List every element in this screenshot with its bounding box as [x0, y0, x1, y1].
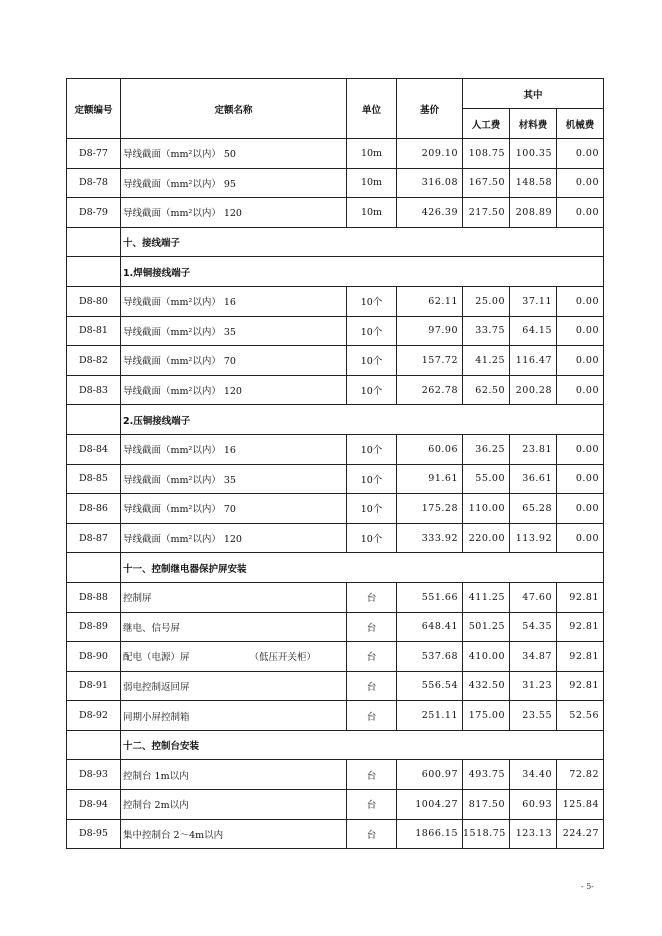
code-cell: D8-88 [67, 582, 121, 612]
material-cell: 23.81 [510, 434, 557, 464]
machine-cell: 92.81 [557, 582, 604, 612]
material-cell: 200.28 [510, 375, 557, 405]
code-cell: D8-79 [67, 198, 121, 228]
labor-cell: 62.50 [463, 375, 510, 405]
machine-cell: 0.00 [557, 346, 604, 376]
material-cell: 23.55 [510, 701, 557, 731]
labor-cell: 175.00 [463, 701, 510, 731]
code-cell: D8-80 [67, 286, 121, 316]
section-code-cell [67, 553, 121, 583]
name-cell [121, 760, 347, 790]
labor-cell: 108.75 [463, 139, 510, 169]
table-row [67, 316, 604, 346]
material-cell: 34.40 [510, 760, 557, 790]
material-cell: 116.47 [510, 346, 557, 376]
name-cell [121, 819, 347, 849]
page-number: - 5- [580, 882, 594, 891]
item-name: 导线截面（mm²以内） 120 [123, 534, 242, 546]
material-cell: 60.93 [510, 790, 557, 820]
item-name: 导线截面（mm²以内） 70 [123, 504, 236, 516]
section-title: 1.焊铜接线端子 [121, 257, 604, 287]
item-name: 导线截面（mm²以内） 95 [123, 178, 236, 190]
name-cell [121, 523, 347, 553]
header-labor: 人工费 [463, 109, 510, 139]
labor-cell: 411.25 [463, 582, 510, 612]
base-price-cell: 551.66 [397, 582, 463, 612]
item-name: 导线截面（mm²以内） 16 [123, 445, 236, 457]
table-row [67, 139, 604, 169]
machine-cell: 72.82 [557, 760, 604, 790]
code-cell: D8-81 [67, 316, 121, 346]
item-name: 导线截面（mm²以内） 120 [123, 386, 242, 398]
machine-cell: 0.00 [557, 375, 604, 405]
header-name: 定额名称 [121, 79, 347, 139]
code-cell: D8-77 [67, 139, 121, 169]
unit-cell: 台 [347, 642, 397, 672]
labor-cell: 220.00 [463, 523, 510, 553]
name-cell [121, 642, 347, 672]
material-cell: 54.35 [510, 612, 557, 642]
name-cell [121, 286, 347, 316]
name-cell [121, 582, 347, 612]
machine-cell: 0.00 [557, 198, 604, 228]
unit-cell: 10m [347, 168, 397, 198]
section-code-cell [67, 730, 121, 760]
table-row [67, 819, 604, 849]
base-price-cell: 262.78 [397, 375, 463, 405]
material-cell: 208.89 [510, 198, 557, 228]
unit-cell: 台 [347, 819, 397, 849]
unit-cell: 台 [347, 760, 397, 790]
machine-cell: 92.81 [557, 671, 604, 701]
code-cell: D8-87 [67, 523, 121, 553]
table-row [67, 612, 604, 642]
base-price-cell: 1004.27 [397, 790, 463, 820]
labor-cell: 217.50 [463, 198, 510, 228]
material-cell: 31.23 [510, 671, 557, 701]
name-cell [121, 434, 347, 464]
material-cell: 34.87 [510, 642, 557, 672]
code-cell: D8-91 [67, 671, 121, 701]
name-cell [121, 671, 347, 701]
code-cell: D8-94 [67, 790, 121, 820]
header-material: 材料费 [510, 109, 557, 139]
labor-cell: 36.25 [463, 434, 510, 464]
base-price-cell: 1866.15 [397, 819, 463, 849]
code-cell: D8-85 [67, 464, 121, 494]
unit-cell: 台 [347, 790, 397, 820]
name-cell [121, 701, 347, 731]
unit-cell: 10个 [347, 494, 397, 524]
header-of-which: 其中 [463, 79, 604, 109]
machine-cell: 0.00 [557, 434, 604, 464]
labor-cell: 25.00 [463, 286, 510, 316]
code-cell: D8-86 [67, 494, 121, 524]
base-price-cell: 426.39 [397, 198, 463, 228]
machine-cell: 0.00 [557, 523, 604, 553]
material-cell: 36.61 [510, 464, 557, 494]
header-machine: 机械费 [557, 109, 604, 139]
table-row [67, 671, 604, 701]
base-price-cell: 97.90 [397, 316, 463, 346]
unit-cell: 10个 [347, 286, 397, 316]
code-cell: D8-95 [67, 819, 121, 849]
table-row [67, 168, 604, 198]
name-cell [121, 464, 347, 494]
base-price-cell: 209.10 [397, 139, 463, 169]
table-row [67, 701, 604, 731]
labor-cell: 55.00 [463, 464, 510, 494]
unit-cell: 10个 [347, 346, 397, 376]
base-price-cell: 60.06 [397, 434, 463, 464]
table-row [67, 494, 604, 524]
unit-cell: 10个 [347, 316, 397, 346]
code-cell: D8-82 [67, 346, 121, 376]
material-cell: 65.28 [510, 494, 557, 524]
name-cell [121, 168, 347, 198]
machine-cell: 0.00 [557, 316, 604, 346]
base-price-cell: 316.08 [397, 168, 463, 198]
table-row [67, 375, 604, 405]
unit-cell: 10个 [347, 464, 397, 494]
header-unit: 单位 [347, 79, 397, 139]
item-name: 同期小屏控制箱 [123, 711, 190, 723]
section-code-cell [67, 405, 121, 435]
table-row [67, 346, 604, 376]
labor-cell: 432.50 [463, 671, 510, 701]
quota-table [66, 78, 604, 849]
item-name: 控制台 1m以内 [123, 770, 189, 782]
name-cell [121, 198, 347, 228]
base-price-cell: 333.92 [397, 523, 463, 553]
machine-cell: 52.56 [557, 701, 604, 731]
base-price-cell: 175.28 [397, 494, 463, 524]
item-name: 导线截面（mm²以内） 50 [123, 149, 236, 161]
section-title: 十一、控制继电器保护屏安装 [121, 553, 604, 583]
section-code-cell [67, 257, 121, 287]
unit-cell: 台 [347, 701, 397, 731]
base-price-cell: 91.61 [397, 464, 463, 494]
labor-cell: 41.25 [463, 346, 510, 376]
table-body [67, 139, 604, 849]
table-row [67, 198, 604, 228]
section-title: 十、接线端子 [121, 227, 604, 257]
section-row [67, 257, 604, 287]
labor-cell: 493.75 [463, 760, 510, 790]
name-cell [121, 139, 347, 169]
code-cell: D8-92 [67, 701, 121, 731]
item-name: 导线截面（mm²以内） 70 [123, 356, 236, 368]
table-row [67, 760, 604, 790]
item-name: 配电（电源）屏 [123, 652, 190, 664]
code-cell: D8-93 [67, 760, 121, 790]
labor-cell: 817.50 [463, 790, 510, 820]
base-price-cell: 600.97 [397, 760, 463, 790]
table-row [67, 790, 604, 820]
code-cell: D8-89 [67, 612, 121, 642]
code-cell: D8-78 [67, 168, 121, 198]
header-code: 定额编号 [67, 79, 121, 139]
code-cell: D8-90 [67, 642, 121, 672]
material-cell: 64.15 [510, 316, 557, 346]
base-price-cell: 648.41 [397, 612, 463, 642]
unit-cell: 10m [347, 198, 397, 228]
machine-cell: 92.81 [557, 612, 604, 642]
item-name: 集中控制台 2～4m以内 [123, 829, 224, 841]
item-name: 导线截面（mm²以内） 35 [123, 326, 236, 338]
table-row [67, 286, 604, 316]
section-row [67, 553, 604, 583]
material-cell: 37.11 [510, 286, 557, 316]
unit-cell: 10个 [347, 375, 397, 405]
item-name: 导线截面（mm²以内） 120 [123, 208, 242, 220]
section-title: 2.压铜接线端子 [121, 405, 604, 435]
unit-cell: 台 [347, 612, 397, 642]
item-name: 控制台 2m以内 [123, 800, 189, 812]
base-price-cell: 157.72 [397, 346, 463, 376]
name-cell [121, 346, 347, 376]
table-row [67, 434, 604, 464]
code-cell: D8-84 [67, 434, 121, 464]
header-base-price: 基价 [397, 79, 463, 139]
machine-cell: 125.84 [557, 790, 604, 820]
name-cell [121, 375, 347, 405]
code-cell: D8-83 [67, 375, 121, 405]
table-row [67, 464, 604, 494]
base-price-cell: 537.68 [397, 642, 463, 672]
section-row [67, 405, 604, 435]
item-name: 继电、信号屏 [123, 622, 181, 634]
machine-cell: 0.00 [557, 168, 604, 198]
section-row [67, 730, 604, 760]
labor-cell: 33.75 [463, 316, 510, 346]
table-row [67, 642, 604, 672]
unit-cell: 10个 [347, 434, 397, 464]
machine-cell: 0.00 [557, 494, 604, 524]
item-name: 导线截面（mm²以内） 16 [123, 297, 236, 309]
machine-cell: 0.00 [557, 139, 604, 169]
material-cell: 100.35 [510, 139, 557, 169]
material-cell: 47.60 [510, 582, 557, 612]
labor-cell: 110.00 [463, 494, 510, 524]
labor-cell: 501.25 [463, 612, 510, 642]
name-cell [121, 494, 347, 524]
unit-cell: 10个 [347, 523, 397, 553]
labor-cell: 167.50 [463, 168, 510, 198]
labor-cell: 410.00 [463, 642, 510, 672]
machine-cell: 0.00 [557, 464, 604, 494]
item-name: 控制屏 [123, 593, 152, 605]
table-row [67, 523, 604, 553]
material-cell: 148.58 [510, 168, 557, 198]
material-cell: 123.13 [510, 819, 557, 849]
table-row [67, 582, 604, 612]
item-name: 弱电控制返回屏 [123, 681, 190, 693]
base-price-cell: 62.11 [397, 286, 463, 316]
name-cell [121, 316, 347, 346]
name-cell [121, 790, 347, 820]
machine-cell: 92.81 [557, 642, 604, 672]
unit-cell: 10m [347, 139, 397, 169]
machine-cell: 0.00 [557, 286, 604, 316]
machine-cell: 224.27 [557, 819, 604, 849]
base-price-cell: 251.11 [397, 701, 463, 731]
section-title: 十二、控制台安装 [121, 730, 604, 760]
unit-cell: 台 [347, 671, 397, 701]
material-cell: 113.92 [510, 523, 557, 553]
name-cell [121, 612, 347, 642]
section-code-cell [67, 227, 121, 257]
header-row-top [67, 79, 604, 109]
unit-cell: 台 [347, 582, 397, 612]
base-price-cell: 556.54 [397, 671, 463, 701]
item-name: 导线截面（mm²以内） 35 [123, 474, 236, 486]
section-row [67, 227, 604, 257]
labor-cell: 1518.75 [463, 819, 510, 849]
item-note: （低压开关柜） [249, 652, 317, 664]
